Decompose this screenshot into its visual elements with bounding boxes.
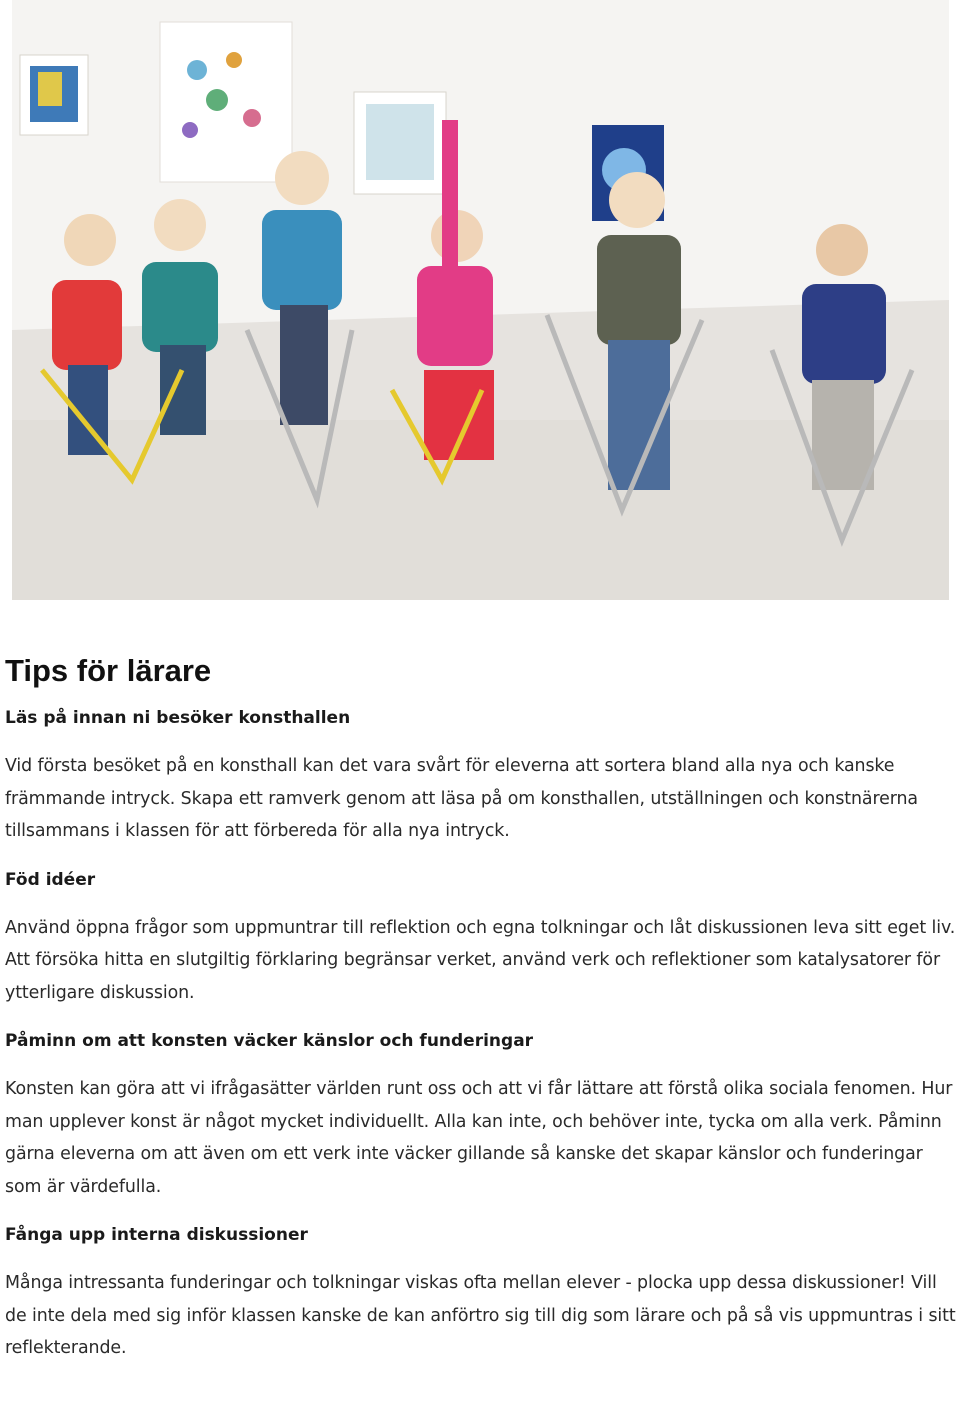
section-body-discussions: Många intressanta funderingar och tolkningar viskas ofta mellan elever - plocka upp dessa diskussioner! Vill de inte dela med sig inför klassen kanske de kan anförtro sig till dig som lärare och på så vis uppmuntras i sitt reflekterande. [5, 1273, 956, 1358]
section-heading-discussions: Fånga upp interna diskussioner [5, 1225, 308, 1245]
section-body-prepare: Vid första besöket på en konsthall kan det vara svårt för eleverna att sortera bland alla nya och kanske främmande intryck. Skapa ett ramverk genom att läsa på om konsthallen, utställningen och konstnärerna tillsammans i klassen för att förbereda för alla nya intryck. [5, 756, 918, 841]
section-body-feelings: Konsten kan göra att vi ifrågasätter världen runt oss och att vi får lättare att förstå olika sociala fenomen. Hur man upplever konst är något mycket individuellt. Alla kan inte, och behöver inte, tycka om alla verk. Påminn gärna eleverna om att även om ett verk inte väcker gillande så kanske det skapar känslor och funderingar som är värdefulla. [5, 1079, 953, 1197]
children-gallery-photo [12, 0, 949, 600]
teacher-tips [5, 640, 960, 1365]
page-title: Tips för lärare [5, 653, 212, 688]
section-heading-feelings: Påminn om att konsten väcker känslor och funderingar [5, 1031, 534, 1051]
photo-illustration [12, 0, 949, 600]
section-heading-ideas: Föd idéer [5, 869, 96, 890]
section-heading-prepare: Läs på innan ni besöker konsthallen [5, 708, 351, 728]
section-body-ideas: Använd öppna frågor som uppmuntrar till reflektion och egna tolkningar och låt diskussionen leva sitt eget liv. Att försöka hitta en slutgiltig förklaring begränsar verket, använd verk och reflektioner som katalysatorer för ytterligare diskussion. [5, 917, 956, 1003]
